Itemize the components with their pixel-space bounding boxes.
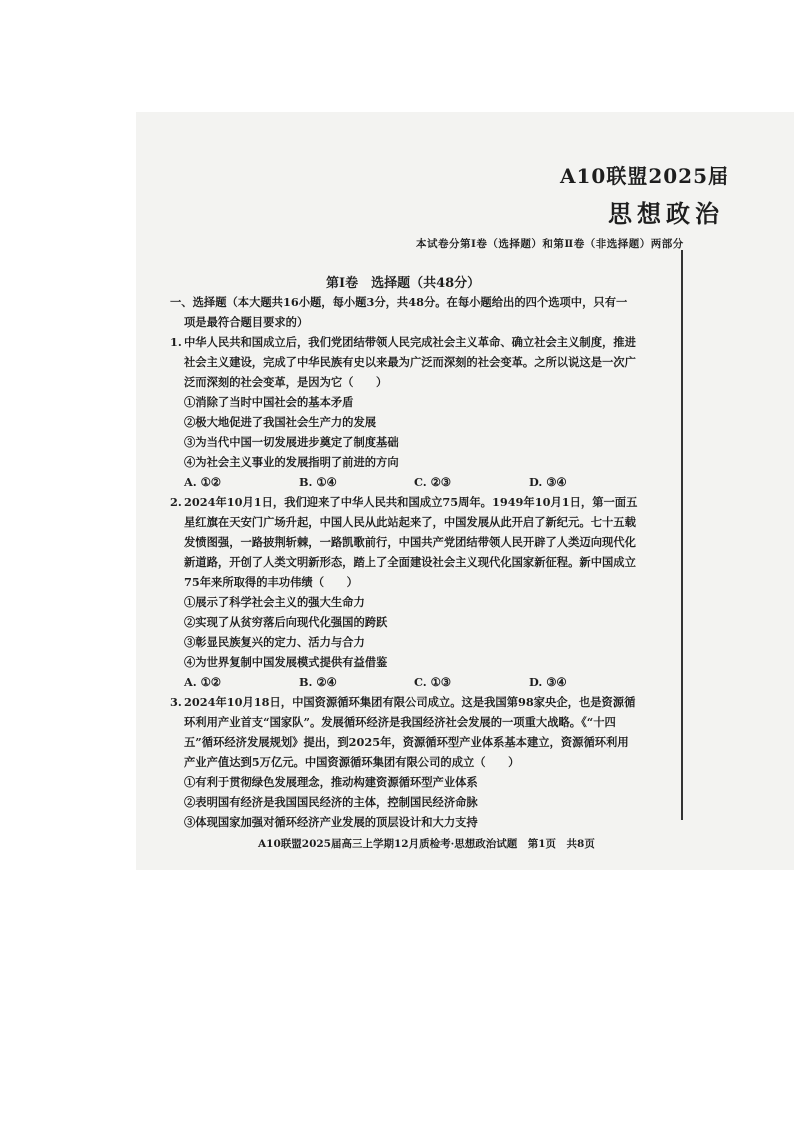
question-2-item: ①展示了科学社会主义的强大生命力 [184, 595, 365, 609]
question-1-item: ③为当代中国一切发展进步奠定了制度基础 [184, 435, 399, 449]
question-2-stem-line: 新道路，开创了人类文明新形态，踏上了全面建设社会主义现代化国家新征程。新中国成立 [184, 555, 636, 569]
question-2-stem-line: 2. 2024年10月1日，我们迎来了中华人民共和国成立75周年。1949年10月1日，第一面五 [170, 492, 660, 512]
section-instruction: 一、选择题（本大题共16小题，每小题3分，共48分。在每小题给出的四个选项中，只有一 [170, 295, 628, 309]
option-a: A. ①② [184, 675, 221, 689]
option-d: D. ③④ [529, 475, 567, 489]
question-3-stem-line: 3. 2024年10月18日，中国资源循环集团有限公司成立。这是我国第98家央企，也是资源循 [170, 692, 660, 712]
question-content [170, 292, 660, 832]
question-1-stem-line: 1. 中华人民共和国成立后，我们党团结带领人民完成社会主义革命、确立社会主义制度，推进 [170, 332, 660, 352]
question-1-stem-line: 泛而深刻的社会变革，是因为它（ ） [184, 375, 388, 389]
option-d: D. ③④ [529, 675, 567, 689]
option-b: B. ①④ [299, 475, 337, 489]
page-footer: A10联盟2025届高三上学期12月质检考·思想政治试题 第1页 共8页 [258, 838, 595, 850]
question-number: 3. [170, 695, 182, 709]
question-1-item: ④为社会主义事业的发展指明了前进的方向 [184, 455, 399, 469]
question-number: 2. [170, 495, 182, 509]
question-3-stem-line: 五”循环经济发展规划》提出，到2025年，资源循环型产业体系基本建立，资源循环利用 [184, 735, 629, 749]
question-2-item: ②实现了从贫穷落后向现代化强国的跨跃 [184, 615, 388, 629]
option-a: A. ①② [184, 475, 221, 489]
question-1-options [170, 472, 660, 492]
section-title: 第Ⅰ卷 选择题（共48分） [326, 276, 481, 291]
question-3-stem-line: 环利用产业首支“国家队”。发展循环经济是我国经济社会发展的一项重大战略。《“十四 [184, 715, 616, 729]
question-3-item: ②表明国有经济是我国国民经济的主体，控制国民经济命脉 [184, 795, 478, 809]
question-3-item: ③体现国家加强对循环经济产业发展的顶层设计和大力支持 [184, 815, 478, 829]
question-3-item: ①有利于贯彻绿色发展理念，推动构建资源循环型产业体系 [184, 775, 478, 789]
question-2-stem-line: 发愤图强，一路披荆斩棘，一路凯歌前行，中国共产党团结带领人民开辟了人类迈向现代化 [184, 535, 636, 549]
question-2-item: ③彰显民族复兴的定力、活力与合力 [184, 635, 365, 649]
option-b: B. ②④ [299, 675, 337, 689]
question-2-stem-line: 星红旗在天安门广场升起，中国人民从此站起来了，中国发展从此开启了新纪元。七十五载 [184, 515, 636, 529]
exam-notice: 本试卷分第Ⅰ卷（选择题）和第Ⅱ卷（非选择题）两部分 [416, 238, 684, 250]
question-1-stem-line: 社会主义建设，完成了中华民族有史以来最为广泛而深刻的社会变革。之所以说这是一次广 [184, 355, 636, 369]
question-2-options [170, 672, 660, 692]
page-divider-line [681, 250, 683, 820]
option-c: C. ①③ [414, 675, 451, 689]
subject-title: 思想政治 [608, 199, 724, 228]
question-3-stem-line: 产业产值达到5万亿元。中国资源循环集团有限公司的成立（ ） [184, 755, 520, 769]
question-2-stem-line: 75年来所取得的丰功伟绩（ ） [184, 575, 358, 589]
section-instruction-cont: 项是最符合题目要求的） [184, 315, 309, 329]
question-1-item: ②极大地促进了我国社会生产力的发展 [184, 415, 377, 429]
question-2-item: ④为世界复制中国发展模式提供有益借鉴 [184, 655, 388, 669]
exam-title: A10联盟2025届 [560, 164, 730, 188]
scanned-exam-page [136, 112, 794, 870]
option-c: C. ②③ [414, 475, 451, 489]
question-1-item: ①消除了当时中国社会的基本矛盾 [184, 395, 354, 409]
question-number: 1. [170, 335, 182, 349]
